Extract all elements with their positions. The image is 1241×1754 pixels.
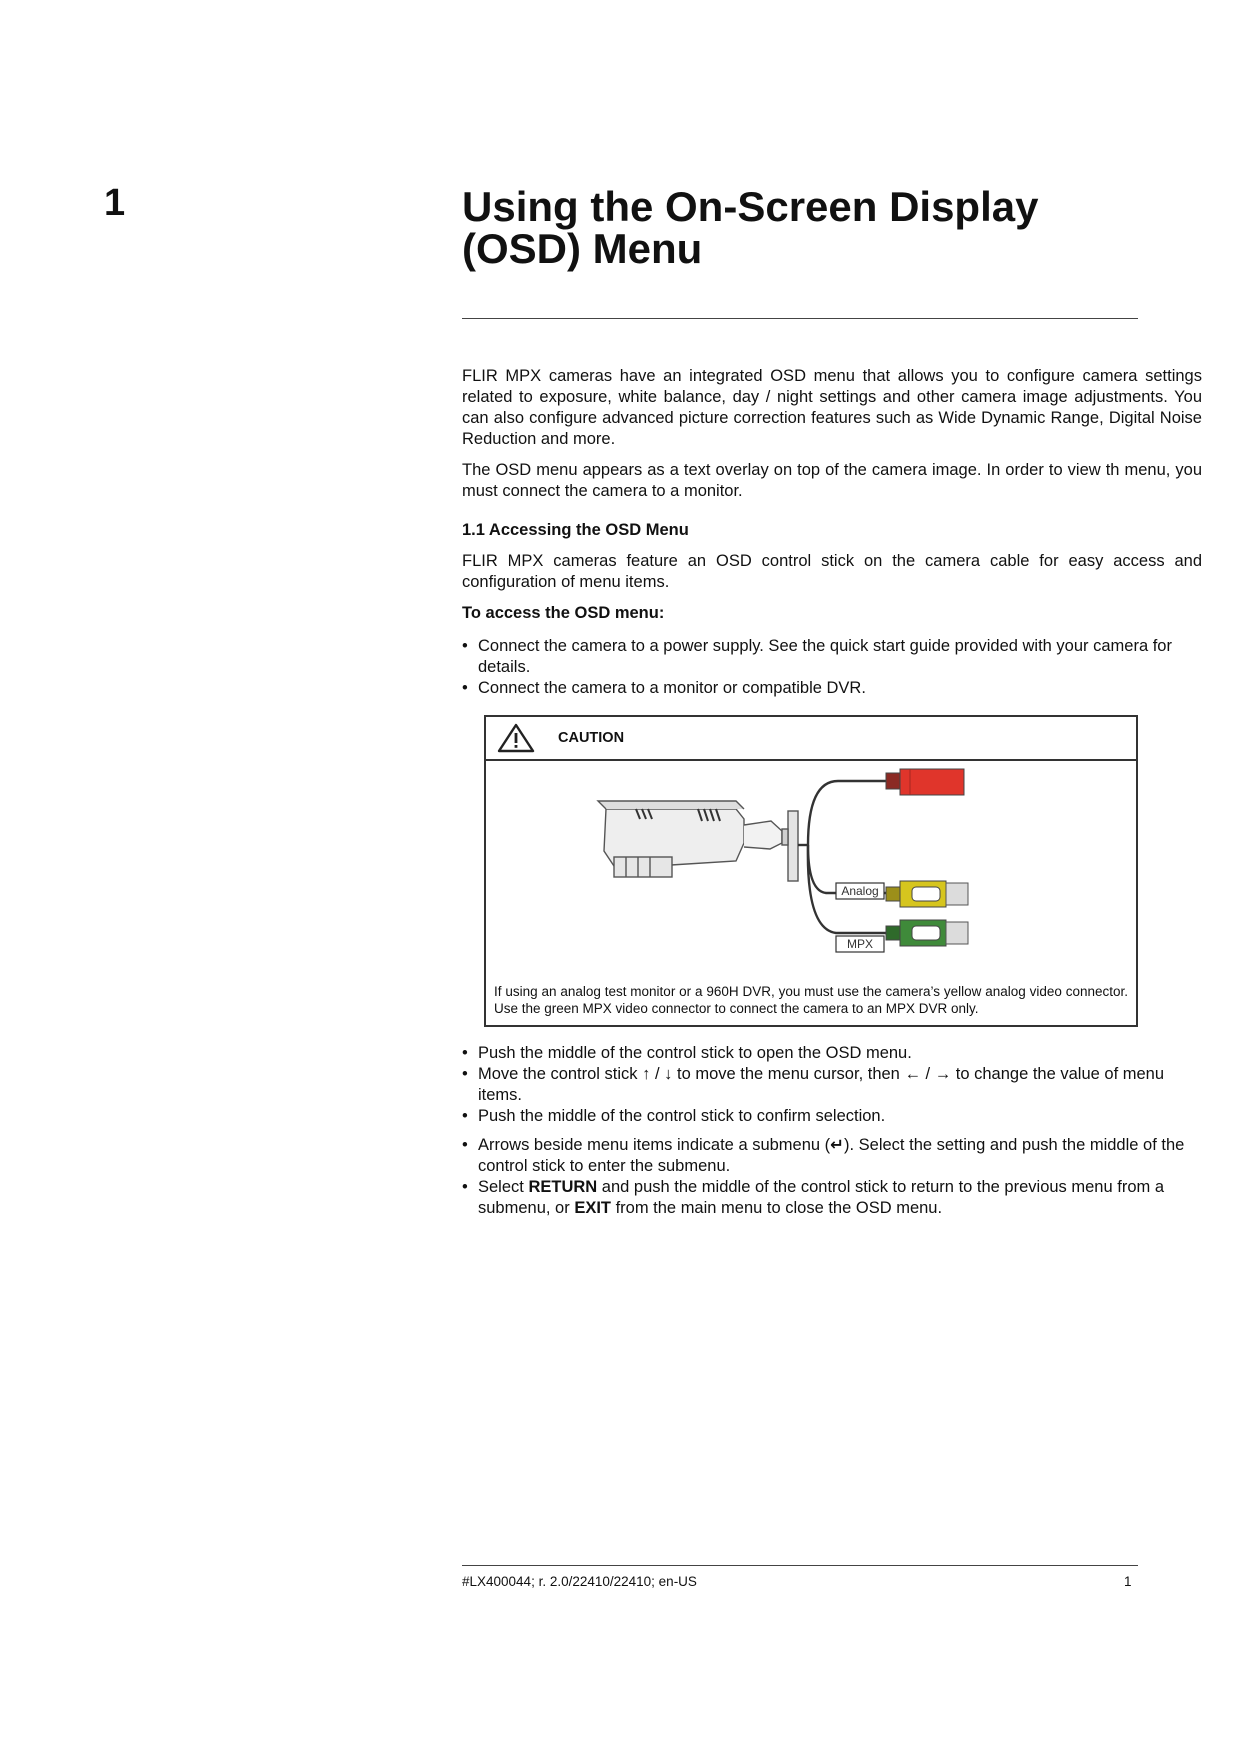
chapter-title — [462, 183, 1162, 272]
warning-triangle-icon — [496, 722, 536, 754]
footer-divider — [462, 1565, 1138, 1566]
list-item-text: and push the middle of the control stick to return to the previous menu from a submenu, or — [478, 1178, 1165, 1217]
chapter-title-line1: Using the On-Screen Display — [462, 183, 1039, 230]
chapter-number: 1 — [104, 182, 126, 224]
mpx-connector — [886, 920, 968, 946]
page-content — [462, 366, 1202, 1219]
cable-lines — [798, 781, 886, 933]
list-item: • Connect the camera to a power supply. See the quick start guide provided with your camera for details. — [462, 636, 1202, 678]
footer-doc-id: #LX400044; r. 2.0/22410/22410; en-US — [462, 1574, 697, 1589]
list-item: • Push the middle of the control stick to confirm selection. — [462, 1106, 1202, 1127]
power-connector — [886, 769, 964, 795]
chapter-title-line2: (OSD) Menu — [462, 225, 703, 272]
list-item-text: from the main menu to close the OSD menu. — [611, 1199, 943, 1217]
list-item-text: ). Select the setting and push the middle of the control stick to enter the submenu. — [478, 1136, 1185, 1175]
section-body: FLIR MPX cameras feature an OSD control stick on the camera cable for easy access and configuration of menu items. — [462, 552, 1202, 591]
analog-label-box — [836, 883, 884, 899]
list-item: • Push the middle of the control stick to open the OSD menu. — [462, 1043, 1202, 1064]
intro-paragraph-1: FLIR MPX cameras have an integrated OSD menu that allows you to configure camera settings related to exposure, white balance, day / night settings and other camera image adjustments. You can also configure advanced picture correction features such as Wide Dynamic Range, Digital Noise Reduction and more. — [462, 367, 1202, 448]
steps-list-before — [462, 636, 1202, 699]
analog-label: Analog — [841, 884, 879, 898]
return-keyword: RETURN — [528, 1178, 598, 1196]
title-divider — [462, 318, 1138, 319]
list-item-text: Arrows beside menu items indicate a submenu ( — [478, 1136, 831, 1154]
caution-header — [486, 717, 1136, 761]
procedure-heading: To access the OSD menu: — [462, 604, 665, 622]
exit-keyword: EXIT — [574, 1199, 611, 1217]
list-item: • Connect the camera to a monitor or compatible DVR. — [462, 678, 1202, 699]
list-item — [462, 1177, 1202, 1219]
caution-box — [484, 715, 1138, 1027]
list-item-text: Select — [478, 1178, 529, 1196]
camera-connection-diagram — [486, 761, 1136, 981]
mpx-label-box — [836, 936, 884, 952]
enter-arrow-icon: ↵ — [830, 1136, 844, 1154]
camera-body-illustration — [598, 801, 798, 881]
footer-page-number: 1 — [1124, 1574, 1132, 1589]
list-item: • Move the control stick ↑ / ↓ to move the menu cursor, then ← / → to change the value of menu items. — [462, 1064, 1202, 1106]
caution-text: If using an analog test monitor or a 960H DVR, you must use the camera’s yellow analog video connector. Use the green MPX video connector to connect the camera to an MPX DVR only. — [494, 984, 1128, 1016]
list-item — [462, 1135, 1202, 1177]
section-heading: 1.1 Accessing the OSD Menu — [462, 521, 689, 539]
mpx-label: MPX — [846, 937, 874, 951]
analog-connector — [886, 881, 968, 907]
intro-paragraph-2: The OSD menu appears as a text overlay on top of the camera image. In order to view th menu, you must connect the camera to a monitor. — [462, 461, 1202, 500]
caution-label: CAUTION — [558, 729, 625, 746]
steps-list-after — [462, 1043, 1202, 1219]
